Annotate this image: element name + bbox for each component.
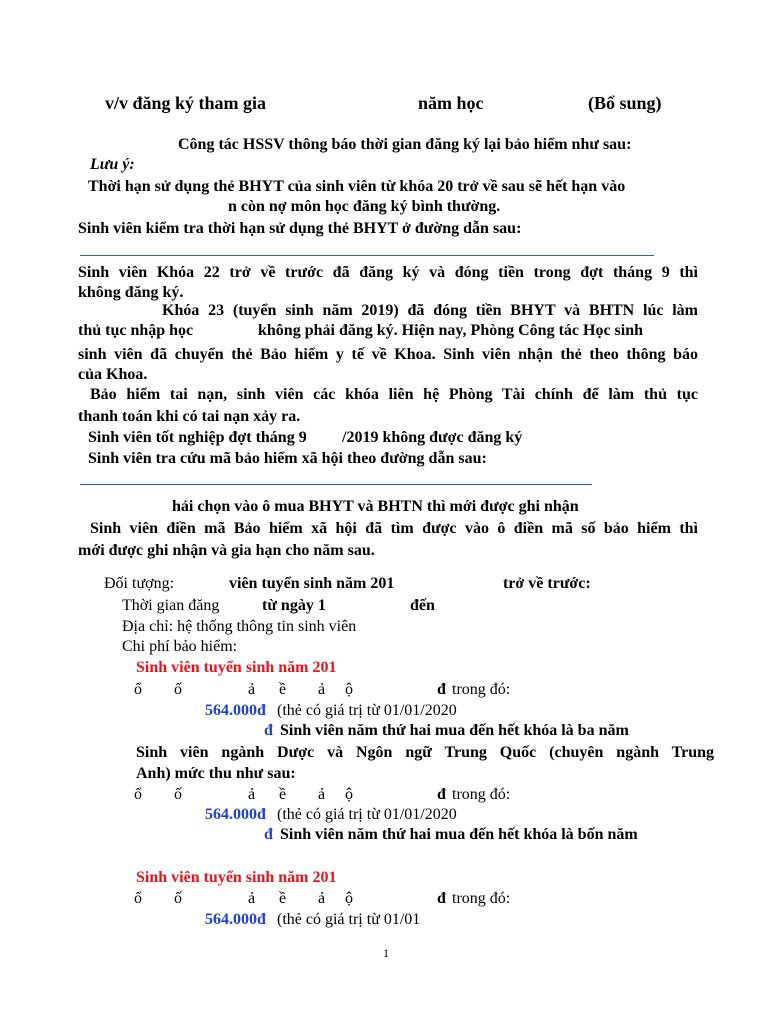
section-2-d-mark: đ bbox=[264, 826, 273, 843]
paragraph-k23-d: của Khoa. bbox=[78, 366, 148, 383]
page-number: 1 bbox=[383, 946, 389, 960]
section-2-frag: ổ bbox=[134, 786, 142, 803]
link-underline-1[interactable] bbox=[80, 255, 654, 256]
section-2-tail: Sinh viên năm thứ hai mua đến hết khóa là bốn năm bbox=[280, 826, 638, 843]
section-2-frag: ả bbox=[248, 786, 256, 803]
section-2-heading: Sinh viên ngành Dược và Ngôn ngữ Trung Quốc (chuyên ngành Trung bbox=[136, 744, 714, 761]
paragraph-enter-code-cont: mới được ghi nhận và gia hạn cho năm sau. bbox=[78, 542, 375, 559]
section-1-d-mark: đ bbox=[264, 722, 273, 739]
subject-line: v/v đăng ký tham gia bbox=[105, 93, 267, 113]
paragraph-enter-code: Sinh viên điền mã Bảo hiểm xã hội đã tìm được vào ô điền mã số bảo hiểm thì bbox=[90, 520, 698, 537]
section-1-frag: ổ bbox=[134, 681, 142, 698]
section-3-frag: ộ bbox=[345, 890, 353, 907]
paragraph-bhyt-expiry-cont: n còn nợ môn học đăng ký bình thường. bbox=[228, 198, 501, 215]
target-group: viên tuyển sinh năm 201 bbox=[229, 575, 395, 592]
paragraph-k23-c: sinh viên đã chuyển thẻ Bảo hiểm y tế về Khoa. Sinh viên nhận thẻ theo thông báo bbox=[78, 346, 698, 363]
section-1-tail: Sinh viên năm thứ hai mua đến hết khóa là ba năm bbox=[280, 722, 629, 739]
section-3-frag: ổ bbox=[134, 890, 142, 907]
paragraph-bhyt-expiry: Thời hạn sử dụng thẻ BHYT của sinh viên từ khóa 20 trở về sau sẽ hết hạn vào bbox=[88, 178, 626, 195]
section-3-validity: (thẻ có giá trị từ 01/01 bbox=[277, 911, 421, 928]
time-to: đến bbox=[410, 597, 435, 614]
section-3-in-which: trong đó: bbox=[452, 890, 511, 907]
section-1-amount: 564.000đ bbox=[205, 702, 266, 719]
paragraph-check-link: Sinh viên kiểm tra thời hạn sử dụng thẻ BHYT ở đường dẫn sau: bbox=[78, 220, 522, 237]
school-year-label: năm học bbox=[418, 93, 484, 113]
section-1-validity: (thẻ có giá trị từ 01/01/2020 bbox=[277, 702, 457, 719]
target-before: trở về trước: bbox=[503, 575, 591, 592]
note-label: Lưu ý: bbox=[90, 156, 135, 173]
section-3-amount: 564.000đ bbox=[205, 911, 266, 928]
paragraph-k23: Khóa 23 (tuyển sinh năm 2019) đã đóng tiền BHYT và BHTN lúc làm bbox=[162, 302, 698, 319]
section-3-frag: ả bbox=[318, 890, 326, 907]
paragraph-k23-a: thủ tục nhập học bbox=[78, 322, 194, 339]
section-3-frag: ề bbox=[279, 890, 287, 907]
paragraph-k23-b: không phải đăng ký. Hiện nay, Phòng Công tác Học sinh bbox=[258, 322, 644, 339]
time-label: Thời gian đăng bbox=[122, 597, 220, 614]
paragraph-k22-cont: không đăng ký. bbox=[78, 284, 184, 301]
section-1-frag: ộ bbox=[345, 681, 353, 698]
section-1-in-which: trong đó: bbox=[452, 681, 511, 698]
section-1-d-total: đ bbox=[437, 681, 446, 698]
cost-label: Chi phí bảo hiểm: bbox=[122, 638, 238, 655]
paragraph-graduate-b: /2019 không được đăng ký bbox=[342, 429, 523, 446]
paragraph-accident: Bảo hiểm tai nạn, sinh viên các khóa liên hệ Phòng Tài chính để làm thủ tục bbox=[90, 386, 698, 403]
supplement-label: (Bổ sung) bbox=[588, 93, 662, 113]
paragraph-graduate-a: Sinh viên tốt nghiệp đợt tháng 9 bbox=[88, 429, 307, 446]
section-2-frag: ề bbox=[279, 786, 287, 803]
section-2-frag: ộ bbox=[345, 786, 353, 803]
section-1-heading: Sinh viên tuyển sinh năm 201 bbox=[136, 659, 337, 676]
section-2-frag: ố bbox=[174, 786, 182, 803]
paragraph-lookup-link: Sinh viên tra cứu mã bảo hiểm xã hội theo đường dẫn sau: bbox=[88, 450, 487, 467]
section-2-frag: ả bbox=[318, 786, 326, 803]
section-3-d-total: đ bbox=[437, 890, 446, 907]
section-1-frag: ả bbox=[318, 681, 326, 698]
intro-text: Công tác HSSV thông báo thời gian đăng ký lại bảo hiểm như sau: bbox=[178, 136, 632, 153]
section-3-heading: Sinh viên tuyển sinh năm 201 bbox=[136, 869, 337, 886]
section-1-frag: ả bbox=[248, 681, 256, 698]
section-2-amount: 564.000đ bbox=[205, 806, 266, 823]
paragraph-k22: Sinh viên Khóa 22 trở về trước đã đăng ký và đóng tiền trong đợt tháng 9 thì bbox=[78, 264, 698, 281]
section-2-d-total: đ bbox=[437, 786, 446, 803]
target-label: Đối tượng: bbox=[104, 575, 175, 592]
section-3-frag: ố bbox=[174, 890, 182, 907]
section-2-heading-cont: Anh) mức thu như sau: bbox=[136, 765, 296, 782]
section-1-frag: ố bbox=[174, 681, 182, 698]
paragraph-accident-cont: thanh toán khi có tai nạn xảy ra. bbox=[78, 408, 301, 425]
paragraph-select-box: hải chọn vào ô mua BHYT và BHTN thì mới được ghi nhận bbox=[172, 498, 579, 515]
section-1-frag: ề bbox=[279, 681, 287, 698]
section-3-frag: ả bbox=[248, 890, 256, 907]
link-underline-2[interactable] bbox=[80, 484, 592, 485]
time-from: từ ngày 1 bbox=[262, 597, 326, 614]
section-2-in-which: trong đó: bbox=[452, 786, 511, 803]
address-text: Địa chỉ: hệ thống thông tin sinh viên bbox=[122, 618, 357, 635]
section-2-validity: (thẻ có giá trị từ 01/01/2020 bbox=[277, 806, 457, 823]
